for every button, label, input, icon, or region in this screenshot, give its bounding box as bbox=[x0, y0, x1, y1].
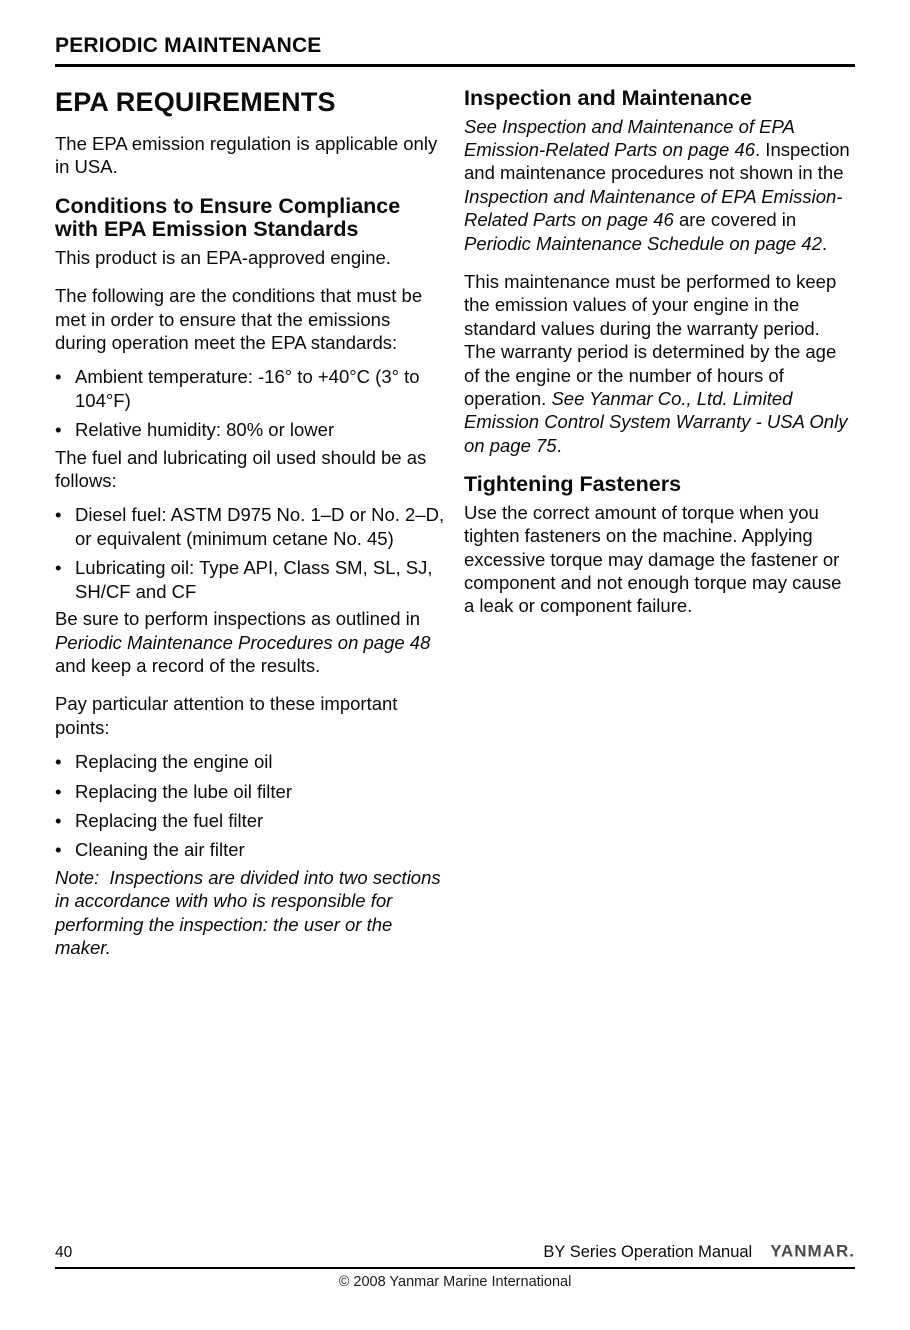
page-number: 40 bbox=[55, 1244, 73, 1261]
list-item bbox=[55, 809, 446, 832]
section-heading: Conditions to Ensure Compliance with EPA Emission Standards bbox=[55, 193, 401, 242]
paragraph bbox=[464, 270, 855, 457]
right-column bbox=[464, 87, 855, 959]
bullet-icon: • bbox=[55, 504, 62, 526]
list-item-text bbox=[75, 365, 446, 412]
text-run: and keep a record of the results. bbox=[55, 631, 436, 676]
left-column bbox=[55, 87, 450, 959]
bullet-icon: • bbox=[55, 751, 62, 773]
text-run: are covered in bbox=[673, 209, 807, 231]
list-item-text bbox=[75, 503, 450, 550]
text-run: The following are the conditions that must be met in order to ensure that the emissions during operation meet the EPA standards: bbox=[55, 285, 428, 354]
chapter-title: PERIODIC MAINTENANCE bbox=[55, 34, 322, 57]
text-run: The fuel and lubricating oil used should be as follows: bbox=[55, 446, 432, 492]
text-run: Cleaning the air filter bbox=[75, 839, 245, 861]
footer-row bbox=[55, 1242, 855, 1269]
paragraph bbox=[55, 246, 446, 269]
text-run: . bbox=[556, 434, 562, 456]
list-item bbox=[55, 556, 446, 603]
copyright-line: © 2008 Yanmar Marine International bbox=[338, 1274, 572, 1290]
paragraph bbox=[55, 866, 446, 960]
bullet-list bbox=[55, 503, 450, 603]
paragraph bbox=[55, 132, 446, 179]
page-header bbox=[55, 34, 855, 67]
list-item-text bbox=[75, 838, 446, 861]
section-heading: Inspection and Maintenance bbox=[464, 86, 752, 110]
list-item-text bbox=[75, 418, 446, 441]
italic-text-run: Periodic Maintenance Procedures on page 48 bbox=[55, 631, 431, 653]
italic-text-run: Note: Inspections are divided into two sections in accordance with who is responsible for performing the inspection: the user or the maker. bbox=[55, 866, 446, 958]
text-run: Ambient temperature: -16° to +40°C (3° to 104°F) bbox=[75, 366, 425, 411]
text-run: This product is an EPA-approved engine. bbox=[55, 246, 391, 268]
bullet-icon: • bbox=[55, 839, 62, 861]
section-heading: Tightening Fasteners bbox=[464, 472, 682, 497]
paragraph bbox=[55, 446, 446, 493]
page-content bbox=[55, 34, 855, 959]
list-item bbox=[55, 838, 446, 861]
bullet-icon: • bbox=[55, 809, 62, 831]
text-run: The EPA emission regulation is applicable only in USA. bbox=[55, 133, 443, 178]
yanmar-logo: YANMAR. bbox=[770, 1242, 855, 1261]
paragraph bbox=[464, 501, 855, 618]
page-title: EPA REQUIREMENTS bbox=[55, 87, 336, 117]
list-item bbox=[55, 418, 446, 441]
bullet-icon: • bbox=[55, 419, 62, 441]
paragraph bbox=[464, 115, 855, 255]
page-footer bbox=[55, 1242, 855, 1290]
paragraph bbox=[55, 284, 446, 354]
text-run: . bbox=[821, 232, 828, 254]
bullet-icon: • bbox=[55, 557, 62, 579]
text-run: Replacing the fuel filter bbox=[75, 809, 264, 831]
list-item bbox=[55, 750, 446, 773]
bullet-icon: • bbox=[55, 780, 62, 802]
text-run: Diesel fuel: ASTM D975 No. 1–D or No. 2–D, or equivalent (minimum cetane No. 45) bbox=[75, 504, 450, 549]
list-item-text bbox=[75, 556, 446, 603]
list-item bbox=[55, 365, 446, 412]
text-run: . Inspection and maintenance procedures not shown in the bbox=[464, 138, 855, 184]
text-run: Replacing the lube oil filter bbox=[75, 780, 292, 802]
two-column-body bbox=[55, 87, 855, 959]
text-run: Replacing the engine oil bbox=[75, 751, 273, 773]
italic-text-run: See Yanmar Co., Ltd. Limited Emission Control System Warranty - USA Only on page 75 bbox=[464, 387, 853, 456]
italic-text-run: See Inspection and Maintenance of EPA Emission-Related Parts on page 46 bbox=[464, 115, 800, 160]
text-run: Use the correct amount of torque when you tighten fasteners on the machine. Applying excessive torque may damage the fastener or component and not enough torque may cause a leak or component failure. bbox=[464, 501, 847, 617]
bullet-list bbox=[55, 750, 446, 862]
text-run: This maintenance must be performed to keep the emission values of your engine in the standard values during the warranty period. The warranty period is determined by the age of the engine or the number of hours of operation. bbox=[464, 270, 842, 409]
text-run: Pay particular attention to these important points: bbox=[55, 693, 403, 738]
list-item bbox=[55, 503, 450, 550]
text-run: Lubricating oil: Type API, Class SM, SL, SJ, SH/CF and CF bbox=[75, 557, 438, 602]
paragraph bbox=[55, 607, 446, 677]
italic-text-run: Periodic Maintenance Schedule on page 42 bbox=[464, 232, 822, 254]
list-item-text bbox=[75, 780, 446, 803]
list-item-text bbox=[75, 750, 446, 773]
footer-right-group bbox=[543, 1242, 855, 1262]
list-item bbox=[55, 780, 446, 803]
bullet-list bbox=[55, 365, 446, 441]
italic-text-run: Inspection and Maintenance of EPA Emission-Related Parts on page 46 bbox=[464, 185, 843, 231]
text-run: Relative humidity: 80% or lower bbox=[75, 419, 335, 441]
bullet-icon: • bbox=[55, 366, 62, 388]
list-item-text bbox=[75, 809, 446, 832]
manual-title: BY Series Operation Manual bbox=[543, 1243, 753, 1261]
paragraph bbox=[55, 692, 446, 739]
text-run: Be sure to perform inspections as outlined in bbox=[55, 608, 426, 630]
